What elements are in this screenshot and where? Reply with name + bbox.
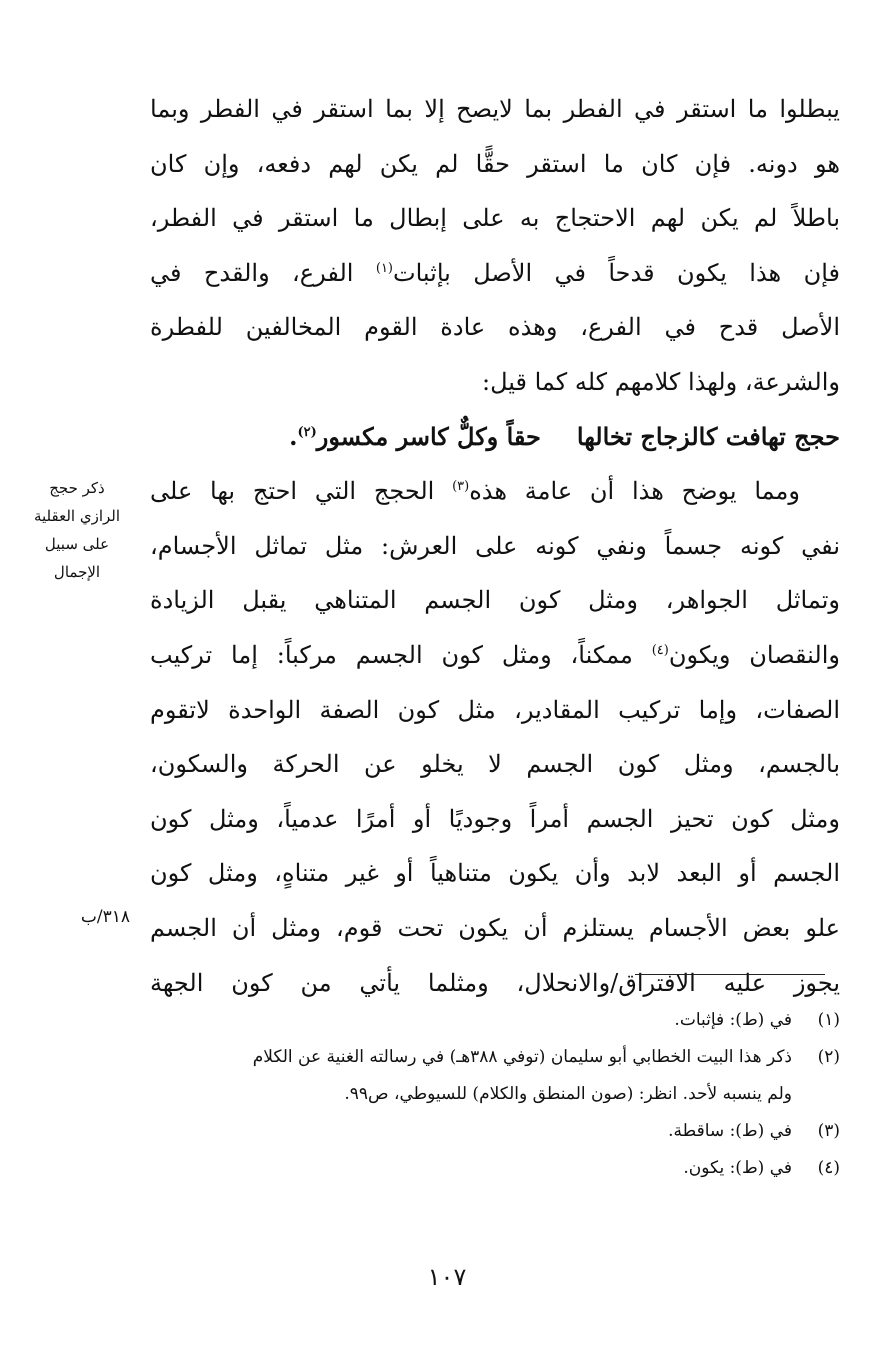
footnote-ref[interactable]: (٢) (297, 424, 317, 440)
text-line: ومثل كون تحيز الجسم أمراً وجوديًا أو أمرًا عدمياً، ومثل كون (150, 804, 840, 833)
margin-note-line: الإجمال (53, 563, 101, 581)
footnote-continuation: ولم ينسبه لأحد. انظر: (صون المنطق والكلام) للسيوطي، ص٩٩. (344, 1084, 792, 1104)
text-segment: فإن هذا يكون قدحاً في الأصل بإثبات (393, 258, 840, 287)
text-line: والشرعة، ولهذا كلامهم كله كما قيل: (482, 367, 840, 396)
footnote-ref[interactable]: (٤) (651, 642, 669, 658)
text-line (150, 464, 840, 519)
footnote-item (150, 1150, 840, 1187)
text-segment: ممكناً، ومثل كون الجسم مركباً: إما تركيب (150, 640, 633, 669)
footnote-text: في (ط): فإثبات. (674, 1010, 792, 1030)
footnote-number: (٢) (817, 1047, 840, 1067)
footnote-text: في (ط): ساقطة. (668, 1121, 792, 1141)
footnotes (150, 1002, 840, 1187)
text-segment: الفرع، والقدح في (150, 258, 354, 287)
footnote-ref[interactable]: (١) (375, 260, 393, 276)
text-line (150, 628, 840, 683)
text-segment: الحجج التي احتج بها على (150, 477, 435, 506)
text-line: الصفات، وإما تركيب المقادير، مثل كون الصفة الواحدة لاتقوم (150, 695, 840, 724)
footnote-separator (635, 974, 825, 975)
text-line: علو بعض الأجسام يستلزم أن يكون تحت قوم، ومثل أن الجسم (150, 913, 840, 942)
footnote-number: (٣) (817, 1121, 840, 1141)
footnote-text: في (ط): يكون. (683, 1158, 792, 1178)
text-line: وتماثل الجواهر، ومثل كون الجسم المتناهي يقبل الزيادة (150, 586, 840, 615)
footnote-text: ذكر هذا البيت الخطابي أبو سليمان (توفي ٣٨٨هـ) في رسالته الغنية عن الكلام (252, 1047, 792, 1067)
text-line: باطلاً لم يكن لهم الاحتجاج به على إبطال ما استقر في الفطر، (150, 204, 841, 233)
footnote-item (150, 1039, 840, 1076)
text-line: يبطلوا ما استقر في الفطر بما لايصح إلا بما استقر في الفطر وبما (150, 95, 840, 123)
verse-line (150, 410, 840, 465)
text-line: يجوز عليه الافتراق/والانحلال، ومثلما يأتي من كون الجهة (150, 968, 840, 997)
text-line (150, 246, 840, 301)
manuscript-folio-marker: ٣١٨/ب (80, 907, 130, 927)
verse-hemistich-1: حجج تهافت كالزجاج تخالها (576, 421, 840, 451)
text-line: نفي كونه جسماً ونفي كونه على العرش: مثل تماثل الأجسام، (150, 531, 840, 560)
margin-note-line: ذكر حجج (49, 479, 105, 497)
text-segment: ومما يوضح هذا أن عامة هذه (469, 477, 800, 506)
footnote-item (150, 1113, 840, 1150)
text-line: هو دونه. فإن كان ما استقر حقًّا لم يكن لهم دفعه، وإن كان (150, 149, 840, 178)
margin-note-line: الرازي العقلية (33, 507, 121, 525)
footnote-ref[interactable]: (٣) (452, 479, 470, 495)
margin-note-line: على سبيل (44, 535, 110, 553)
page-number: ١٠٧ (427, 1263, 467, 1291)
text-line: بالجسم، ومثل كون الجسم لا يخلو عن الحركة والسكون، (150, 750, 840, 779)
main-text (150, 82, 840, 1010)
text-segment: والنقصان ويكون (668, 640, 840, 669)
margin-note (18, 474, 136, 586)
verse-hemistich-2: حقاً وكلٌّ كاسر مكسور (316, 421, 541, 451)
verse-end: . (289, 421, 298, 451)
text-line: الجسم أو البعد لابد وأن يكون متناهياً أو غير متناهٍ، ومثل كون (150, 859, 840, 888)
footnote-number: (٤) (817, 1158, 840, 1178)
text-line: الأصل قدح في الفرع، وهذه عادة القوم المخالفين للفطرة (150, 313, 840, 342)
footnote-item (150, 1002, 840, 1039)
footnote-number: (١) (817, 1010, 840, 1030)
